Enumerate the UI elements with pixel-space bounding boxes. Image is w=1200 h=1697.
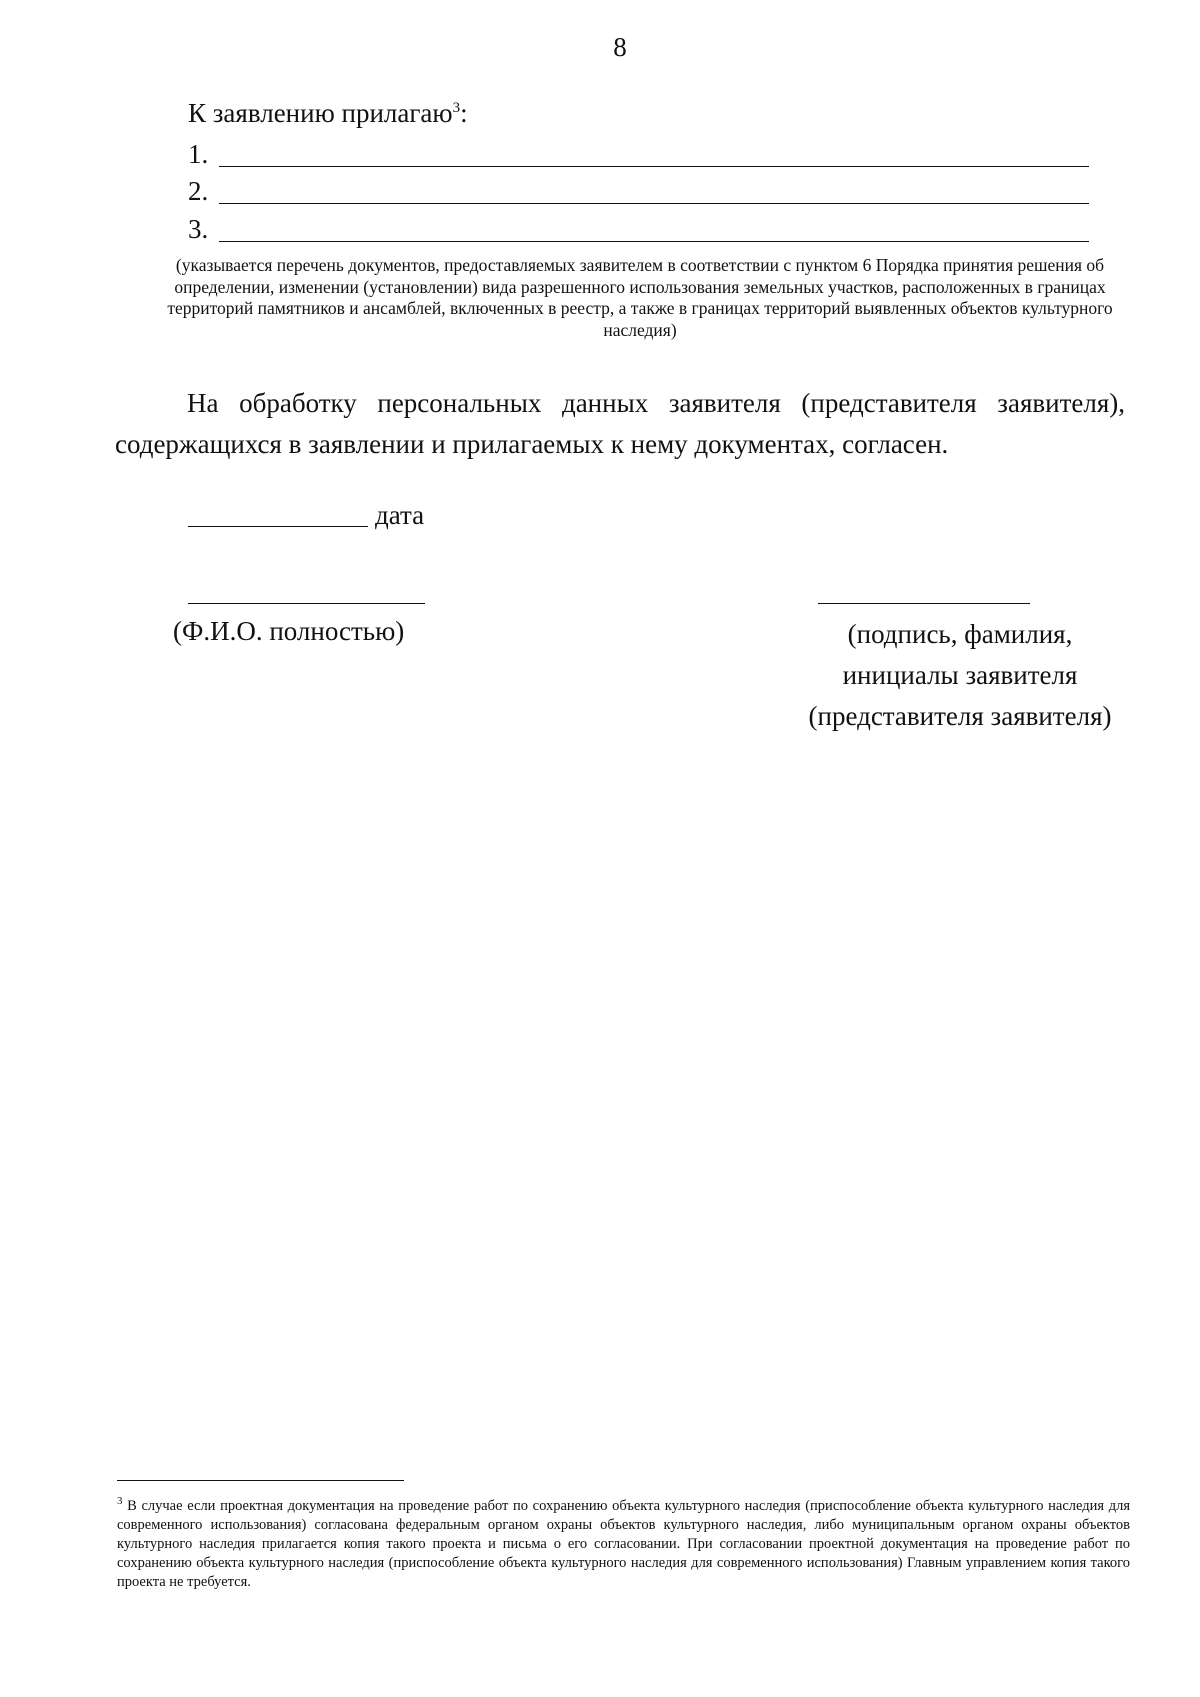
attachment-fill-line[interactable]	[219, 241, 1089, 242]
attachment-item-2	[188, 174, 1088, 208]
attachments-heading	[188, 96, 468, 130]
attachment-item-number: 3.	[188, 214, 209, 244]
attachments-heading-suffix: :	[460, 98, 468, 128]
signature-fill-line[interactable]	[818, 603, 1030, 604]
footnote-divider	[117, 1480, 404, 1481]
attachments-heading-text: К заявлению прилагаю	[188, 98, 453, 128]
footnote-marker: 3	[117, 1495, 123, 1508]
consent-paragraph: На обработку персональных данных заявителя (представителя заявителя), содержащихся в заявлении и прилагаемых к нему документах, согласен.	[115, 388, 1125, 459]
page-number: 8	[613, 32, 627, 62]
attachment-fill-line[interactable]	[219, 166, 1089, 167]
fio-label: (Ф.И.О. полностью)	[173, 616, 405, 646]
date-fill-line[interactable]	[188, 526, 368, 527]
attachment-fill-line[interactable]	[219, 203, 1089, 204]
attachment-item-number: 2.	[188, 176, 209, 206]
attachment-item-3	[188, 212, 1088, 246]
attachments-note: (указывается перечень документов, предоставляемых заявителем в соответствии с пунктом 6 Порядка принятия решения об определении, изменении (установлении) вида разрешенного использования земельных участков, расположенных в границах территорий памятников и ансамблей, включенных в реестр, а также в границах территорий выявленных объектов культурного наследия)	[167, 255, 1113, 340]
attachment-item-1	[188, 137, 1088, 171]
attachment-item-number: 1.	[188, 139, 209, 169]
signature-label-line-3: (представителя заявителя)	[808, 701, 1112, 731]
signature-label-line-2: инициалы заявителя	[842, 660, 1078, 690]
footnote	[117, 1497, 1130, 1592]
signature-label-line-1: (подпись, фамилия,	[847, 619, 1073, 649]
footnote-text: В случае если проектная документация на проведение работ по сохранению объекта культурного наследия (приспособление объекта культурного наследия для современного использования) согласована федеральным органом охраны объектов культурного наследия, либо муниципальным органом охраны объектов культурного наследия прилагается копия такого проекта и письма о его согласовании. При согласовании проектной документация на проведение работ по сохранению объекта культурного наследия (приспособление объекта культурного наследия для современного использования) Главным управлением копия такого проекта не требуется.	[117, 1498, 1130, 1590]
signature-label	[780, 614, 1140, 737]
footnote-reference: 3	[452, 100, 461, 116]
date-label: дата	[375, 500, 425, 530]
fio-fill-line[interactable]	[188, 603, 425, 604]
